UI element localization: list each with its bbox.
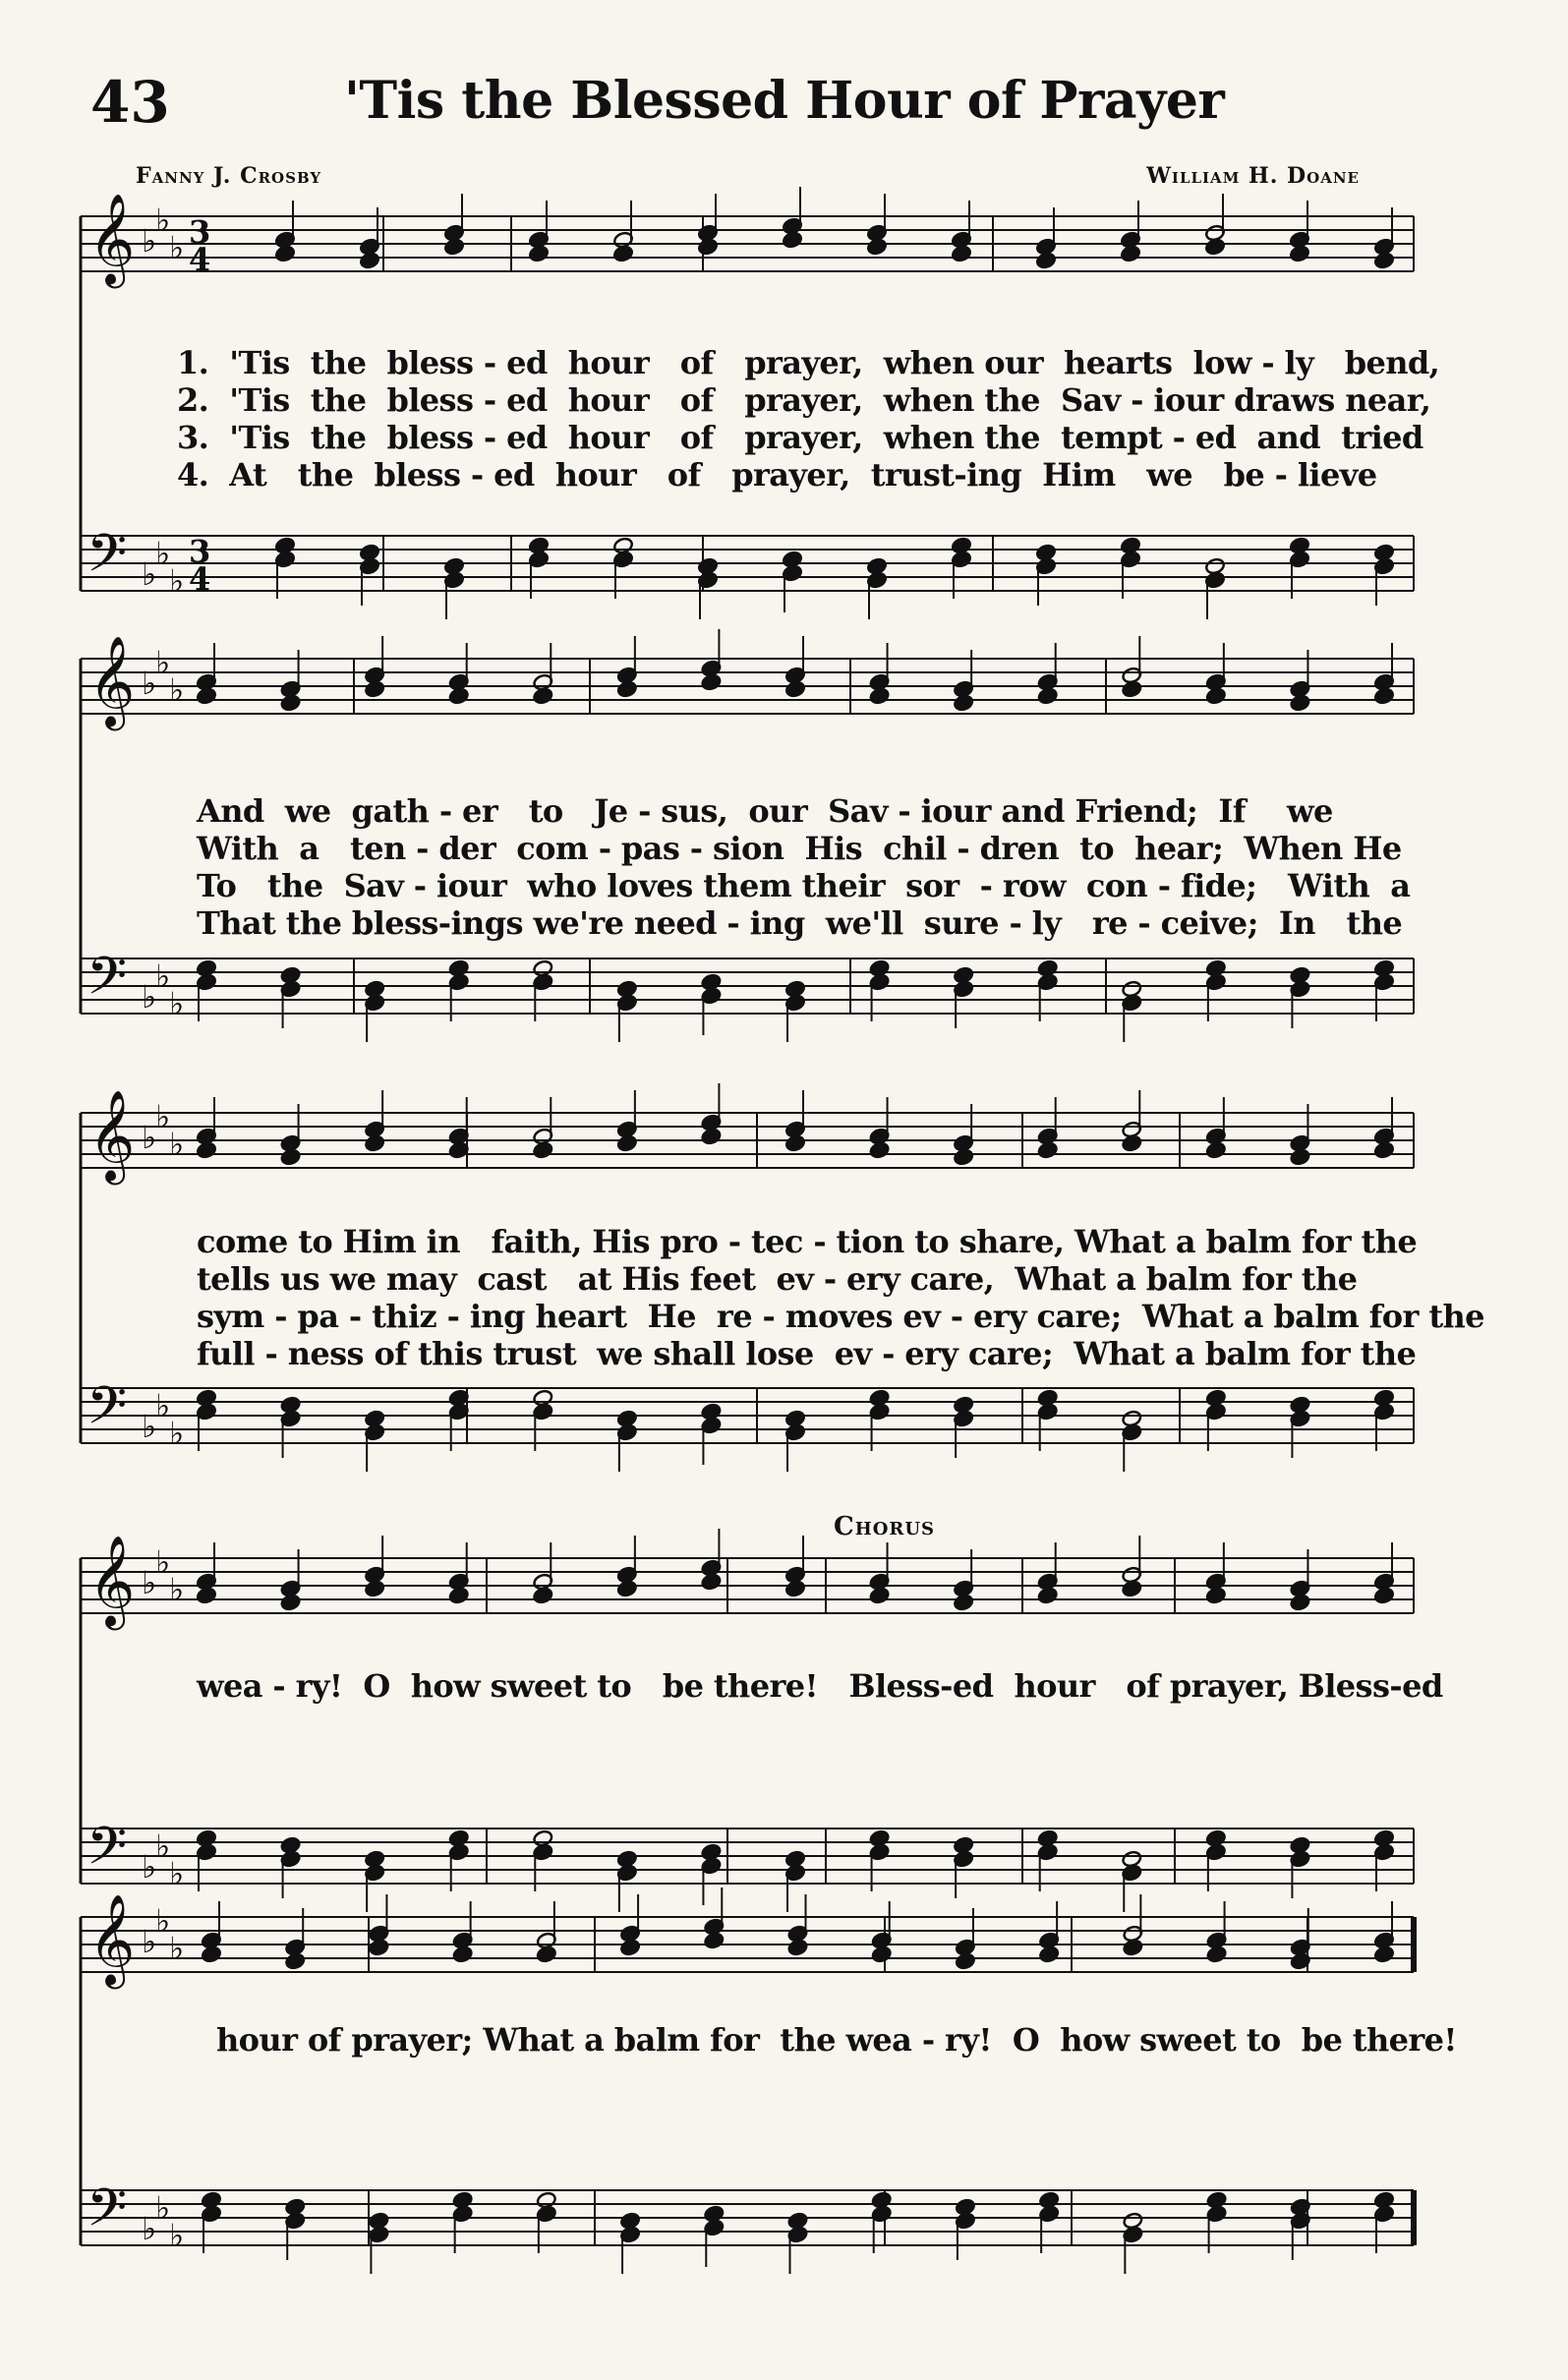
notehead [953,1594,973,1611]
notehead [953,694,973,712]
notehead [1373,687,1394,705]
notehead [1123,1939,1143,1956]
notehead [448,687,469,705]
notehead [1373,252,1394,269]
flat-sign: ♭ [155,2189,171,2227]
composer-credit: William H. Doane [1146,163,1360,189]
notehead [1037,1141,1058,1159]
lyric-line: That the bless-ings we're need - ing we'll sure - ly re - ceive; In the [197,904,1403,942]
notehead [1289,245,1309,262]
flat-sign: ♭ [142,978,157,1016]
flat-sign: ♭ [169,229,185,266]
flat-sign: ♭ [155,1387,171,1424]
notehead [1205,1141,1226,1159]
lyric-line: 2. 'Tis the bless - ed hour of prayer, when the Sav - iour draws near, [177,381,1431,419]
flat-sign: ♭ [142,1119,157,1156]
bass-clef: 𝄢 [87,1376,128,1449]
flat-sign: ♭ [169,1855,185,1892]
notehead [616,1580,637,1597]
lyric-line: 4. At the bless - ed hour of prayer, trust-ing Him we be - lieve [177,456,1377,493]
notehead [782,231,802,249]
notehead [280,1148,301,1166]
notehead [1373,1141,1394,1159]
notehead [697,238,718,256]
notehead [619,1939,640,1956]
notehead [274,245,295,262]
lyric-line: come to Him in faith, His pro - tec - tion to share, What a balm for the [197,1223,1418,1260]
notehead [196,1587,216,1604]
notehead [704,1932,725,1949]
notehead [869,687,890,705]
notehead [201,1945,221,1963]
notehead [616,1134,637,1152]
notehead [871,1945,892,1963]
notehead [784,680,805,698]
notehead [536,1945,556,1963]
notehead [1290,694,1310,712]
flat-sign: ♭ [155,535,171,572]
notehead [701,1128,722,1145]
flat-sign: ♭ [155,202,171,239]
chorus-label: Chorus [834,1512,936,1541]
notehead [280,694,301,712]
flat-sign: ♭ [155,1543,171,1581]
notehead [616,680,637,698]
notehead [787,1939,808,1956]
lyric-line: To the Sav - iour who loves them their sor - row con - fide; With a [197,867,1411,904]
lyric-line: 3. 'Tis the bless - ed hour of prayer, when the tempt - ed and tried [177,419,1423,456]
notehead [364,680,384,698]
notehead [1035,252,1056,269]
notehead [196,687,216,705]
notehead [1204,238,1225,256]
notehead [784,1580,805,1597]
time-signature: 3 [189,213,211,251]
notehead [1206,1945,1227,1963]
treble-clef: 𝄞 [88,1535,136,1626]
flat-sign: ♭ [169,671,185,709]
notehead [1122,1134,1142,1152]
flat-sign: ♭ [155,1828,171,1865]
flat-sign: ♭ [169,985,185,1022]
hymn-title: 'Tis the Blessed Hour of Prayer [344,71,1225,131]
notehead [533,687,553,705]
lyric-line: tells us we may cast at His feet ev - ery care, What a balm for the [197,1260,1358,1298]
lyric-line: full - ness of this trust we shall lose ev - ery care; What a balm for the [197,1335,1417,1372]
flat-sign: ♭ [155,1902,171,1940]
notehead [1290,1148,1310,1166]
bass-clef: 𝄢 [87,2178,128,2251]
notehead [701,1573,722,1591]
notehead [280,1594,301,1611]
flat-sign: ♭ [169,1415,185,1452]
flat-sign: ♭ [169,1930,185,1967]
flat-sign: ♭ [155,1098,171,1135]
notehead [1037,687,1058,705]
notehead [528,245,549,262]
lyric-line: hour of prayer; What a balm for the wea - ry! O how sweet to be there! [216,2021,1457,2059]
lyric-line: wea - ry! O how sweet to be there! Bless-ed hour of prayer, Bless-ed [197,1667,1443,1705]
notehead [448,1587,469,1604]
notehead [1122,680,1142,698]
notehead [1373,1587,1394,1604]
notehead [869,1587,890,1604]
treble-clef: 𝄞 [88,193,136,284]
flat-sign: ♭ [142,2210,157,2247]
flat-sign: ♭ [169,2217,185,2254]
notehead [1373,1945,1394,1963]
bass-clef: 𝄢 [87,524,128,597]
hymn-number: 43 [90,69,170,136]
notehead [701,673,722,691]
bass-clef: 𝄢 [87,1817,128,1889]
notehead [869,1141,890,1159]
notehead [866,238,887,256]
flat-sign: ♭ [169,1571,185,1608]
notehead [955,1952,975,1970]
flat-sign: ♭ [142,665,157,702]
flat-sign: ♭ [142,1923,157,1960]
notehead [784,1134,805,1152]
notehead [1038,1945,1059,1963]
treble-clef: 𝄞 [88,635,136,726]
notehead [1290,1594,1310,1611]
flat-sign: ♭ [142,222,157,260]
lyric-line: sym - pa - thiz - ing heart He re - moves ev - ery care; What a balm for the [197,1298,1484,1335]
treble-clef: 𝄞 [88,1089,136,1181]
flat-sign: ♭ [142,1564,157,1601]
bass-clef: 𝄢 [87,947,128,1019]
notehead [1120,245,1140,262]
notehead [285,1952,306,1970]
flat-sign: ♭ [155,644,171,681]
flat-sign: ♭ [169,562,185,600]
notehead [364,1134,384,1152]
treble-clef: 𝄞 [88,1893,136,1985]
notehead [364,1580,384,1597]
notehead [452,1945,473,1963]
time-signature: 4 [189,560,211,598]
flat-sign: ♭ [142,1408,157,1445]
notehead [533,1141,553,1159]
notehead [196,1141,216,1159]
notehead [1205,687,1226,705]
notehead [369,1939,389,1956]
flat-sign: ♭ [169,1126,185,1163]
notehead [1037,1587,1058,1604]
flat-sign: ♭ [142,1848,157,1886]
notehead [953,1148,973,1166]
time-signature: 4 [189,241,211,278]
time-signature: 3 [189,533,211,570]
lyricist-credit: Fanny J. Crosby [136,163,322,189]
lyric-line: 1. 'Tis the bless - ed hour of prayer, when our hearts low - ly bend, [177,344,1440,381]
lyric-line: And we gath - er to Je - sus, our Sav - iour and Friend; If we [197,792,1333,830]
flat-sign: ♭ [155,958,171,995]
notehead [359,252,379,269]
flat-sign: ♭ [142,555,157,593]
notehead [951,245,971,262]
notehead [1122,1580,1142,1597]
notehead [533,1587,553,1604]
notehead [443,238,464,256]
notehead [612,245,633,262]
notehead [1205,1587,1226,1604]
lyric-line: With a ten - der com - pas - sion His chil - dren to hear; When He [197,830,1402,867]
